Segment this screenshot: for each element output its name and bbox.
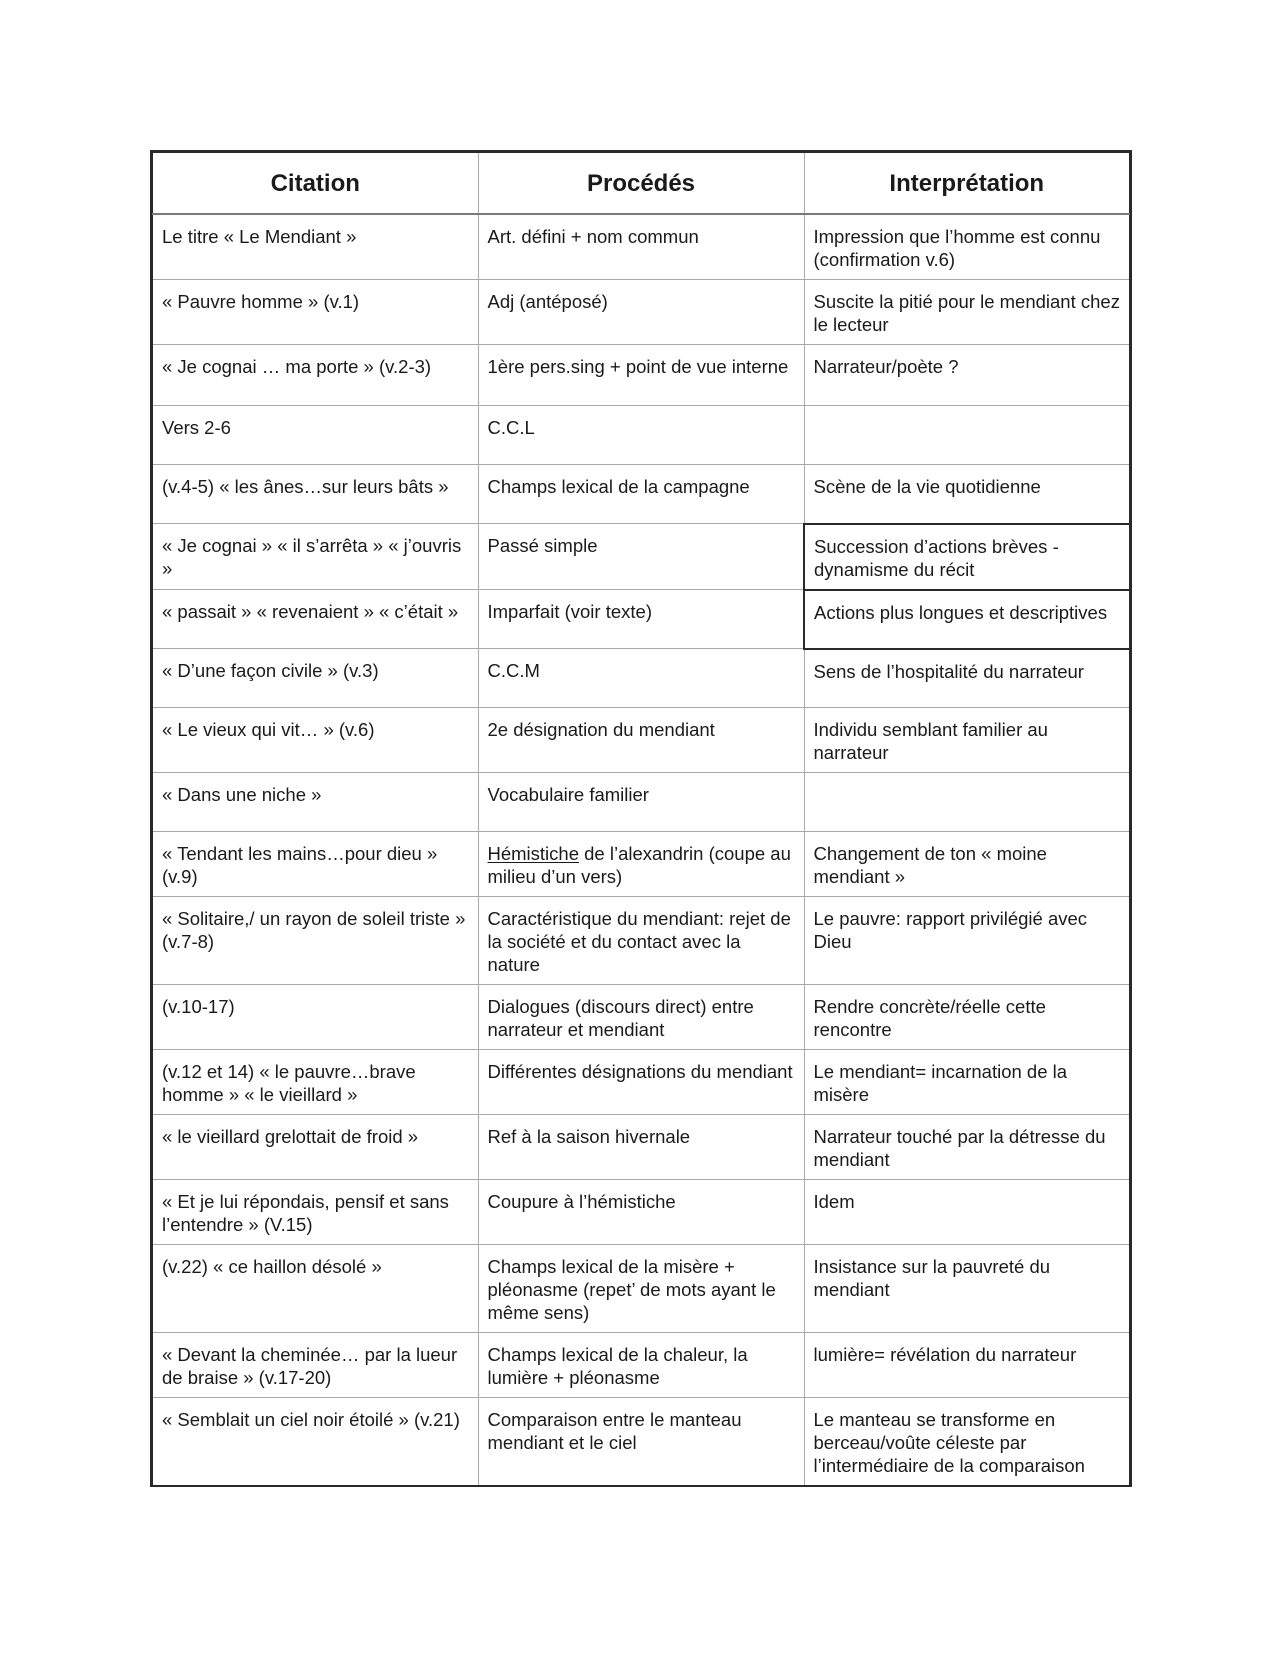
procede-cell: Dialogues (discours direct) entre narrateur et mendiant bbox=[478, 985, 804, 1050]
header-interpretation: Interprétation bbox=[804, 152, 1130, 214]
table-row bbox=[152, 832, 1130, 897]
citation-cell: « Je cognai … ma porte » (v.2-3) bbox=[152, 345, 478, 406]
citation-cell: « Le vieux qui vit… » (v.6) bbox=[152, 708, 478, 773]
table-body bbox=[152, 214, 1130, 1486]
citation-cell: « D’une façon civile » (v.3) bbox=[152, 649, 478, 708]
interpretation-cell: Idem bbox=[804, 1180, 1130, 1245]
procede-cell: Ref à la saison hivernale bbox=[478, 1115, 804, 1180]
citation-cell: « Devant la cheminée… par la lueur de braise » (v.17-20) bbox=[152, 1333, 478, 1398]
procede-cell: 2e désignation du mendiant bbox=[478, 708, 804, 773]
citation-cell: « Dans une niche » bbox=[152, 773, 478, 832]
header-row bbox=[152, 152, 1130, 214]
table-row bbox=[152, 985, 1130, 1050]
table-row bbox=[152, 1115, 1130, 1180]
interpretation-cell: lumière= révélation du narrateur bbox=[804, 1333, 1130, 1398]
citation-cell: Le titre « Le Mendiant » bbox=[152, 214, 478, 280]
interpretation-cell: Changement de ton « moine mendiant » bbox=[804, 832, 1130, 897]
interpretation-cell: Actions plus longues et descriptives bbox=[804, 590, 1130, 649]
citation-cell: (v.12 et 14) « le pauvre…brave homme » « le vieillard » bbox=[152, 1050, 478, 1115]
procede-cell: Différentes désignations du mendiant bbox=[478, 1050, 804, 1115]
citation-cell: « Semblait un ciel noir étoilé » (v.21) bbox=[152, 1398, 478, 1486]
procede-cell: Imparfait (voir texte) bbox=[478, 590, 804, 649]
table-row bbox=[152, 1245, 1130, 1333]
table-row bbox=[152, 406, 1130, 465]
interpretation-cell: Insistance sur la pauvreté du mendiant bbox=[804, 1245, 1130, 1333]
interpretation-cell: Narrateur touché par la détresse du mendiant bbox=[804, 1115, 1130, 1180]
interpretation-cell: Narrateur/poète ? bbox=[804, 345, 1130, 406]
procede-cell: Champs lexical de la misère + pléonasme (repet’ de mots ayant le même sens) bbox=[478, 1245, 804, 1333]
citation-cell: (v.22) « ce haillon désolé » bbox=[152, 1245, 478, 1333]
procede-cell: Coupure à l’hémistiche bbox=[478, 1180, 804, 1245]
interpretation-cell: Scène de la vie quotidienne bbox=[804, 465, 1130, 524]
interpretation-cell: Impression que l’homme est connu (confirmation v.6) bbox=[804, 214, 1130, 280]
interpretation-cell: Sens de l’hospitalité du narrateur bbox=[804, 649, 1130, 708]
procede-cell: 1ère pers.sing + point de vue interne bbox=[478, 345, 804, 406]
table-row bbox=[152, 1050, 1130, 1115]
table-row bbox=[152, 1398, 1130, 1486]
procede-cell: Champs lexical de la campagne bbox=[478, 465, 804, 524]
citation-cell: Vers 2-6 bbox=[152, 406, 478, 465]
citation-cell: « Tendant les mains…pour dieu » (v.9) bbox=[152, 832, 478, 897]
table-row bbox=[152, 345, 1130, 406]
procede-cell: C.C.M bbox=[478, 649, 804, 708]
procede-cell bbox=[478, 832, 804, 897]
table-row bbox=[152, 590, 1130, 649]
citation-cell: « le vieillard grelottait de froid » bbox=[152, 1115, 478, 1180]
interpretation-cell: Le mendiant= incarnation de la misère bbox=[804, 1050, 1130, 1115]
header-procedes: Procédés bbox=[478, 152, 804, 214]
procede-cell: Comparaison entre le manteau mendiant et le ciel bbox=[478, 1398, 804, 1486]
table-row bbox=[152, 524, 1130, 590]
analysis-table bbox=[151, 151, 1131, 1486]
procede-cell: Vocabulaire familier bbox=[478, 773, 804, 832]
cell-rest-text: de l’alexandrin (coupe au milieu d’un vers) bbox=[487, 843, 791, 887]
table-row bbox=[152, 773, 1130, 832]
citation-cell: « Solitaire,/ un rayon de soleil triste » (v.7-8) bbox=[152, 897, 478, 985]
interpretation-cell bbox=[804, 773, 1130, 832]
interpretation-cell bbox=[804, 406, 1130, 465]
citation-cell: « Et je lui répondais, pensif et sans l’entendre » (V.15) bbox=[152, 1180, 478, 1245]
table-row bbox=[152, 280, 1130, 345]
table-row bbox=[152, 708, 1130, 773]
procede-cell: Adj (antéposé) bbox=[478, 280, 804, 345]
interpretation-cell: Le pauvre: rapport privilégié avec Dieu bbox=[804, 897, 1130, 985]
procede-cell: Caractéristique du mendiant: rejet de la société et du contact avec la nature bbox=[478, 897, 804, 985]
table-row bbox=[152, 214, 1130, 280]
procede-cell: C.C.L bbox=[478, 406, 804, 465]
interpretation-cell: Rendre concrète/réelle cette rencontre bbox=[804, 985, 1130, 1050]
interpretation-cell: Individu semblant familier au narrateur bbox=[804, 708, 1130, 773]
citation-cell: « passait » « revenaient » « c’était » bbox=[152, 590, 478, 649]
citation-cell: « Pauvre homme » (v.1) bbox=[152, 280, 478, 345]
interpretation-cell: Le manteau se transforme en berceau/voûte céleste par l’intermédiaire de la comparaison bbox=[804, 1398, 1130, 1486]
procede-cell: Art. défini + nom commun bbox=[478, 214, 804, 280]
table-row bbox=[152, 1333, 1130, 1398]
table-row bbox=[152, 1180, 1130, 1245]
citation-cell: (v.10-17) bbox=[152, 985, 478, 1050]
interpretation-cell: Succession d’actions brèves - dynamisme du récit bbox=[804, 524, 1130, 590]
procede-cell: Passé simple bbox=[478, 524, 804, 590]
underlined-term: Hémistiche bbox=[487, 843, 579, 864]
procede-cell: Champs lexical de la chaleur, la lumière + pléonasme bbox=[478, 1333, 804, 1398]
citation-cell: (v.4-5) « les ânes…sur leurs bâts » bbox=[152, 465, 478, 524]
table-row bbox=[152, 897, 1130, 985]
table-row bbox=[152, 649, 1130, 708]
table-row bbox=[152, 465, 1130, 524]
citation-cell: « Je cognai » « il s’arrêta » « j’ouvris » bbox=[152, 524, 478, 590]
interpretation-cell: Suscite la pitié pour le mendiant chez le lecteur bbox=[804, 280, 1130, 345]
header-citation: Citation bbox=[152, 152, 478, 214]
